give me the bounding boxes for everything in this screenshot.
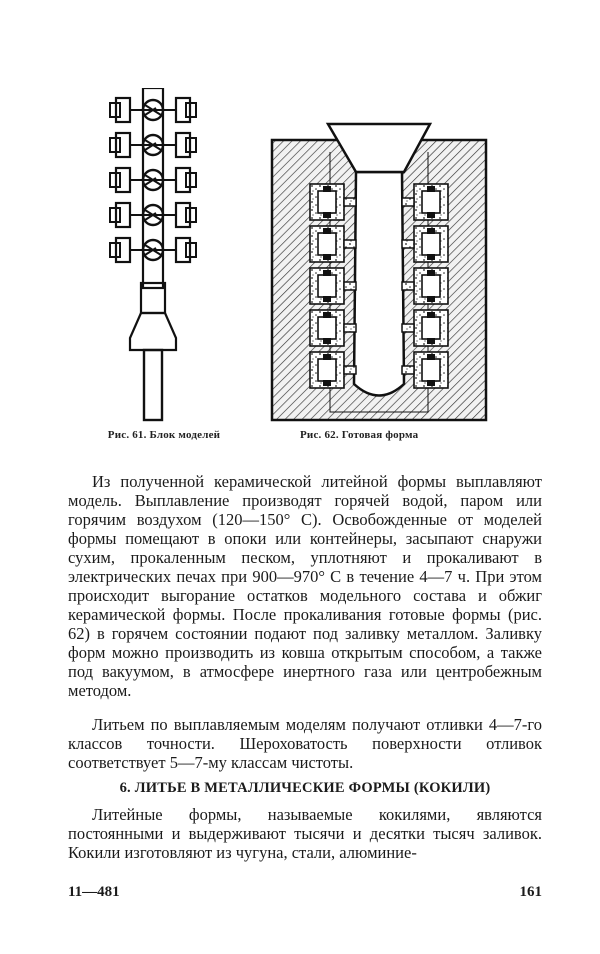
- section-heading: 6. ЛИТЬЕ В МЕТАЛЛИЧЕСКИЕ ФОРМЫ (КОКИЛИ): [119, 780, 491, 796]
- body-paragraph-1: Из полученной керамической литейной формы выплавляют модель. Выплавление производят горячей водой, паром или горячим воздухом (120—150° С). Освобожденные от моделей формы помещают в опоки или контейнеры, засыпают снаружи сухим, прокаленным песком, уплотняют и прокаливают в электрических печах при 900—970° С в течение 4—7 ч. При этом происходит выгорание остатков модельного состава и обжиг керамической формы. После прокаливания готовые формы (рис. 62) в горячем состоянии подают под заливку металлом. Заливку форм можно производить из ковша открытым способом, а также под вакуумом, в атмосфере инертного газа или центробежным методом.: [68, 472, 542, 700]
- figure-61-caption: Рис. 61. Блок моделей: [107, 429, 221, 441]
- printer-signature: 11—481: [68, 884, 120, 900]
- body-paragraph-3: Литейные формы, называемые кокилями, являются постоянными и выдерживают тысячи и десятки тысяч заливок. Кокили изготовляют из чугуна, стали, алюминие-: [68, 805, 542, 862]
- figure-62-finished-mold: [268, 122, 490, 424]
- body-paragraph-2: Литьем по выплавляемым моделям получают отливки 4—7-го классов точности. Шероховатость поверхности отливок соответствует 5—7-му классам чистоты.: [68, 715, 542, 772]
- page-number: 161: [519, 884, 542, 900]
- figure-61-model-block: [108, 88, 198, 423]
- figure-62-caption: Рис. 62. Готовая форма: [300, 429, 419, 441]
